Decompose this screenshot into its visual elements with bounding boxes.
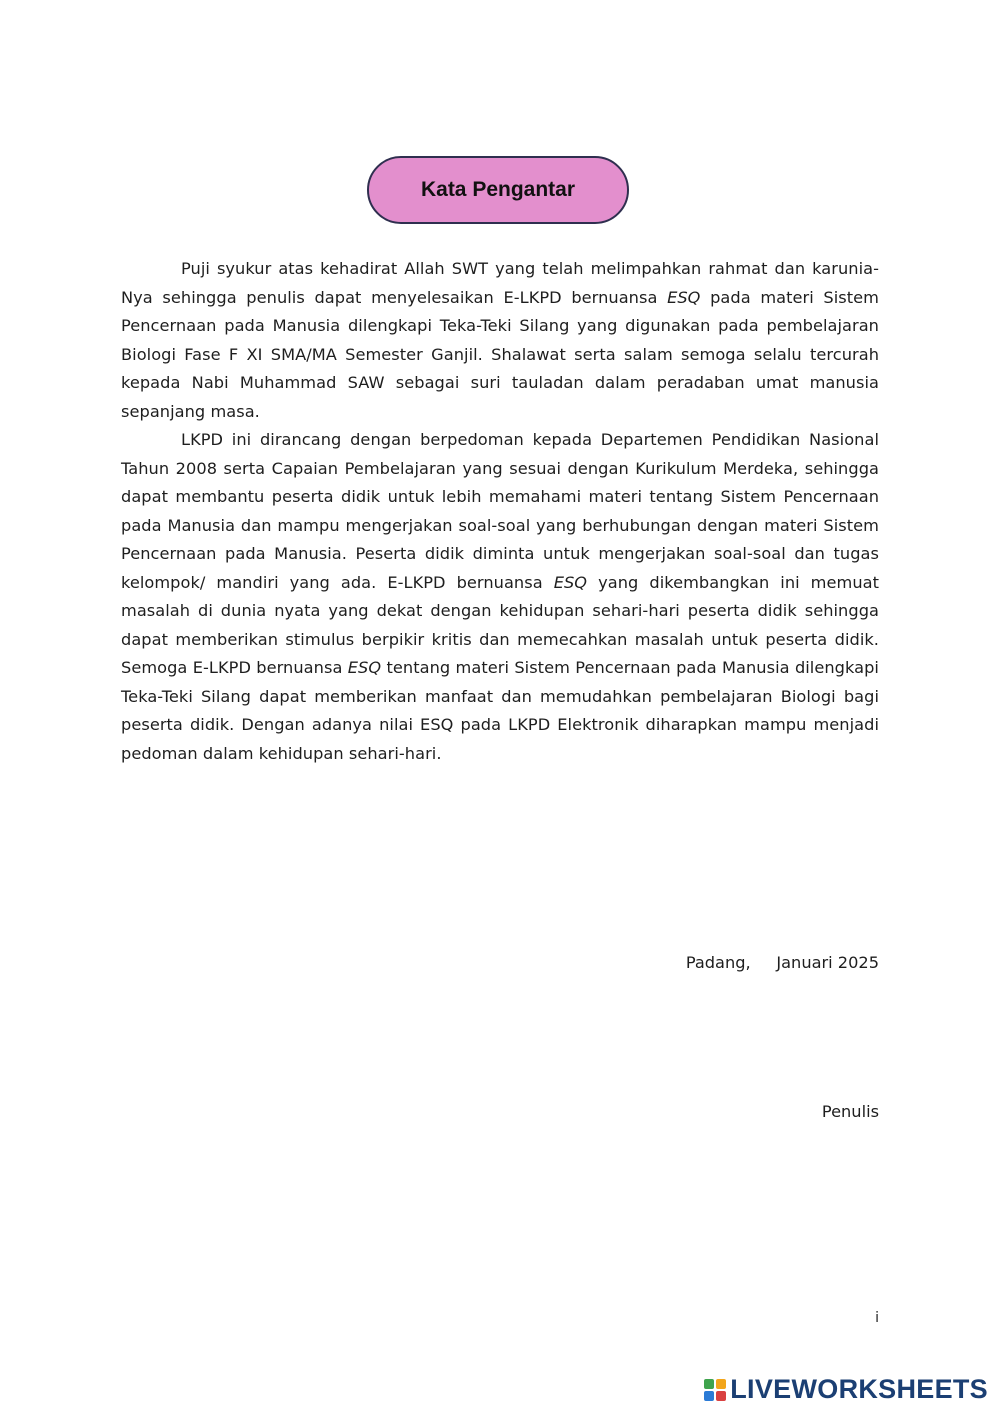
paragraph-1-text-b: pada materi Sistem Pencernaan pada Manusia dilengkapi Teka-Teki Silang yang digunakan pada pembelajaran Biologi Fase F XI SMA/MA Semester Ganjil. Shalawat serta salam semoga selalu tercurah kepada Nabi Muhammad SAW sebagai suri tauladan dalam peradaban umat manusia sepanjang masa. <box>121 287 879 421</box>
author-signature: Penulis <box>821 1102 879 1121</box>
paragraph-1 <box>121 255 879 426</box>
paragraph-2-text-a: LKPD ini dirancang dengan berpedoman kepada Departemen Pendidikan Nasional Tahun 2008 serta Capaian Pembelajaran yang sesuai dengan Kurikulum Merdeka, sehingga dapat membantu peserta didik untuk lebih memahami materi tentang Sistem Pencernaan pada Manusia dan mampu mengerjakan soal-soal yang berhubungan dengan materi Sistem Pencernaan pada Manusia. Peserta didik diminta untuk mengerjakan soal-soal dan tugas kelompok/ mandiri yang ada. E-LKPD bernuansa <box>121 430 879 592</box>
paragraph-1-text-a: Puji syukur atas kehadirat Allah SWT yang telah melimpahkan rahmat dan karunia-Nya sehingga penulis dapat menyelesaikan E-LKPD bernuansa <box>121 259 879 307</box>
paragraph-2-text-c: tentang materi Sistem Pencernaan pada Manusia dilengkapi Teka-Teki Silang dapat memberikan manfaat dan memudahkan pembelajaran Biologi bagi peserta didik. Dengan adanya nilai ESQ pada LKPD Elektronik diharapkan mampu menjadi pedoman dalam kehidupan sehari-hari. <box>121 658 879 763</box>
logo-square-orange <box>716 1379 726 1389</box>
logo-square-red <box>716 1391 726 1401</box>
paragraph-2 <box>121 426 879 768</box>
logo-square-green <box>704 1379 714 1389</box>
paragraph-2-text-b: yang dikembangkan ini memuat masalah di dunia nyata yang dekat dengan kehidupan sehari-hari peserta didik sehingga dapat memberikan stimulus berpikir kritis dan memecahkan masalah untuk peserta didik. Semoga E-LKPD bernuansa <box>121 572 880 677</box>
logo-text: LIVEWORKSHEETS <box>730 1374 988 1404</box>
esq-term: ESQ <box>667 287 701 307</box>
place-date: Padang, Januari 2025 <box>685 953 879 972</box>
logo-square-blue <box>704 1391 714 1401</box>
body-text <box>121 255 879 768</box>
title-badge <box>367 156 629 224</box>
liveworksheets-logo[interactable] <box>704 1374 988 1405</box>
liveworksheets-logo-icon <box>704 1379 726 1401</box>
esq-term: ESQ <box>553 572 588 592</box>
page-title: Kata Pengantar <box>420 178 576 201</box>
esq-term: ESQ <box>347 658 382 677</box>
page-number: i <box>875 1310 879 1326</box>
